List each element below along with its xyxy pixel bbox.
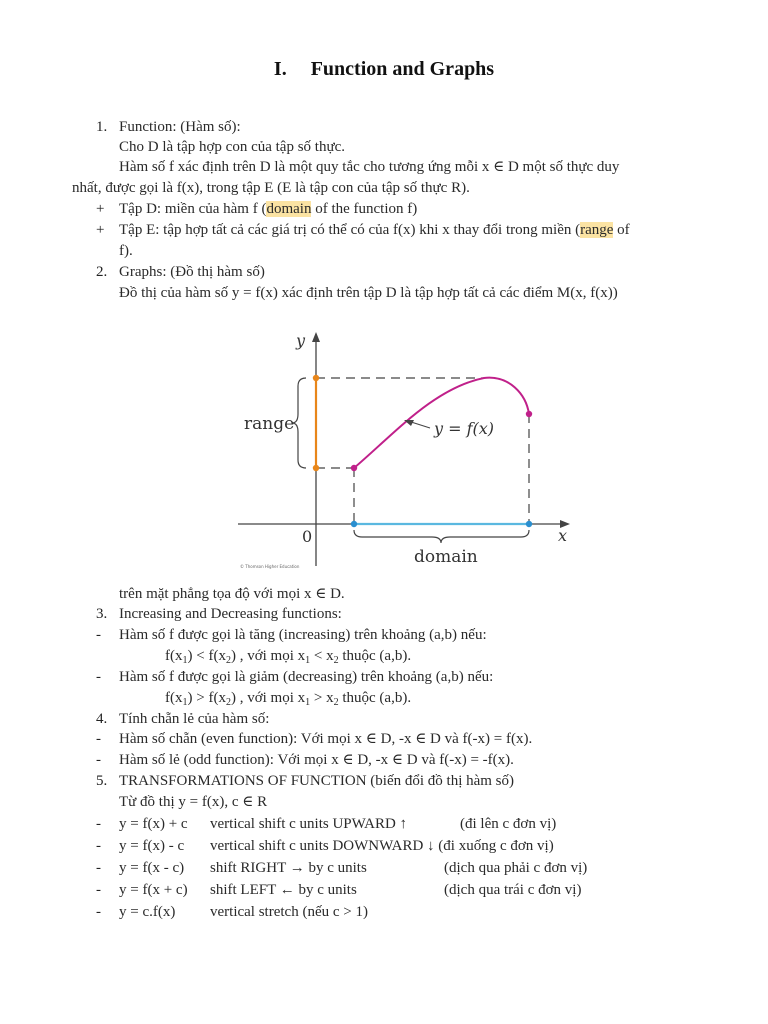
y-axis-label: y xyxy=(296,331,306,350)
copyright-credit: © Thomson Higher Education xyxy=(240,564,300,569)
function-line-1: Cho D là tập hợp con của tập số thực. xyxy=(119,139,346,155)
transform-formula: y = f(x) - c xyxy=(119,838,185,854)
range-max-point xyxy=(313,375,319,381)
transformations-heading: TRANSFORMATIONS OF FUNCTION (biến đổi đồ thị hàm số) xyxy=(119,773,515,789)
dash-marker: - xyxy=(96,904,101,920)
dash-marker: - xyxy=(96,816,101,832)
graphs-line-1: Đồ thị của hàm số y = f(x) xác định trên tập D là tập hợp tất cả các điểm M(x, f(x)) xyxy=(119,285,618,301)
dash-marker: - xyxy=(96,731,101,747)
dash-marker: - xyxy=(96,882,101,898)
range-label: range xyxy=(244,414,295,434)
domain-brace xyxy=(354,530,529,543)
range-min-point xyxy=(313,465,319,471)
transform-vi-note: (dịch qua trái c đơn vị) xyxy=(444,882,582,898)
y-axis-arrow xyxy=(312,332,320,342)
dash-marker: - xyxy=(96,752,101,768)
item-marker-1: 1. xyxy=(96,119,108,135)
item-marker-4: 4. xyxy=(96,711,108,727)
parity-heading: Tính chẵn lẻ của hàm số: xyxy=(119,711,270,727)
origin-label: 0 xyxy=(302,527,313,546)
odd-function: Hàm số lẻ (odd function): Với mọi x ∈ D, -x ∈ D và f(-x) = -f(x). xyxy=(119,752,514,768)
transform-formula: y = f(x + c) xyxy=(119,882,188,898)
x-axis-label: x xyxy=(558,526,568,545)
curve-label: y = f(x) xyxy=(434,419,495,438)
function-line-2: Hàm số f xác định trên D là một quy tắc cho tương ứng mỗi x ∈ D một số thực duy xyxy=(119,159,620,175)
domain-end-point xyxy=(526,521,532,527)
bullet-plus-2: + xyxy=(96,222,105,238)
monotonic-heading: Increasing and Decreasing functions: xyxy=(119,606,342,622)
transform-description: vertical stretch (nếu c > 1) xyxy=(210,904,368,920)
graphs-heading: Graphs: (Đồ thị hàm số) xyxy=(119,264,265,280)
section-heading-text: Function and Graphs xyxy=(310,58,495,80)
domain-bullet: Tập D: miền của hàm f (domain of the function f) xyxy=(119,201,418,217)
function-line-3: nhất, được gọi là f(x), trong tập E (E là tập con của tập số thực R). xyxy=(72,180,470,196)
increasing-definition: Hàm số f được gọi là tăng (increasing) trên khoảng (a,b) nếu: xyxy=(119,627,487,643)
domain-highlight: domain xyxy=(266,201,312,217)
function-heading: Function: (Hàm số): xyxy=(119,119,241,135)
transform-description: vertical shift c units DOWNWARD ↓ (đi xuống c đơn vị) xyxy=(210,838,554,854)
item-marker-2: 2. xyxy=(96,264,108,280)
transform-description: shift LEFT ← by c units xyxy=(210,882,357,898)
increasing-condition: $f(x_1) < f(x_2)$ , với mọi $x_1 < x_2$ thuộc (a,b). xyxy=(165,648,412,666)
range-highlight: range xyxy=(580,222,614,238)
decreasing-condition: $f(x_1) > f(x_2)$ , với mọi $x_1 > x_2$ thuộc (a,b). xyxy=(165,690,412,708)
dash-marker: - xyxy=(96,860,101,876)
transformations-intro: Từ đồ thị y = f(x), c ∈ R xyxy=(119,794,268,810)
section-title xyxy=(0,58,768,81)
transform-vi-note: (dịch qua phải c đơn vị) xyxy=(444,860,588,876)
decreasing-definition: Hàm số f được gọi là giảm (decreasing) trên khoảng (a,b) nếu: xyxy=(119,669,494,685)
domain-label: domain xyxy=(414,547,478,567)
transform-formula: y = f(x - c) xyxy=(119,860,185,876)
graphs-line-2: trên mặt phẳng tọa độ với mọi x ∈ D. xyxy=(119,586,345,602)
item-marker-3: 3. xyxy=(96,606,108,622)
transform-formula: y = c.f(x) xyxy=(119,904,176,920)
item-marker-5: 5. xyxy=(96,773,108,789)
range-bullet: Tập E: tập hợp tất cả các giá trị có thể có của f(x) khi x thay đổi trong miền (range of xyxy=(119,222,630,238)
bullet-plus-1: + xyxy=(96,201,105,217)
even-function: Hàm số chẵn (even function): Với mọi x ∈ D, -x ∈ D và f(-x) = f(x). xyxy=(119,731,533,747)
curve-end-point xyxy=(526,411,532,417)
dash-marker: - xyxy=(96,838,101,854)
section-number: I. xyxy=(273,58,287,80)
transform-vi-note: (đi lên c đơn vị) xyxy=(460,816,557,832)
curve-start-point xyxy=(351,465,357,471)
domain-start-point xyxy=(351,521,357,527)
dash-marker: - xyxy=(96,627,101,643)
function-graph-figure xyxy=(234,326,574,572)
transform-formula: y = f(x) + c xyxy=(119,816,188,832)
transform-description: vertical shift c units UPWARD ↑ xyxy=(210,816,408,832)
transform-description: shift RIGHT → by c units xyxy=(210,860,367,876)
range-bullet-cont: f). xyxy=(119,243,133,259)
dash-marker: - xyxy=(96,669,101,685)
